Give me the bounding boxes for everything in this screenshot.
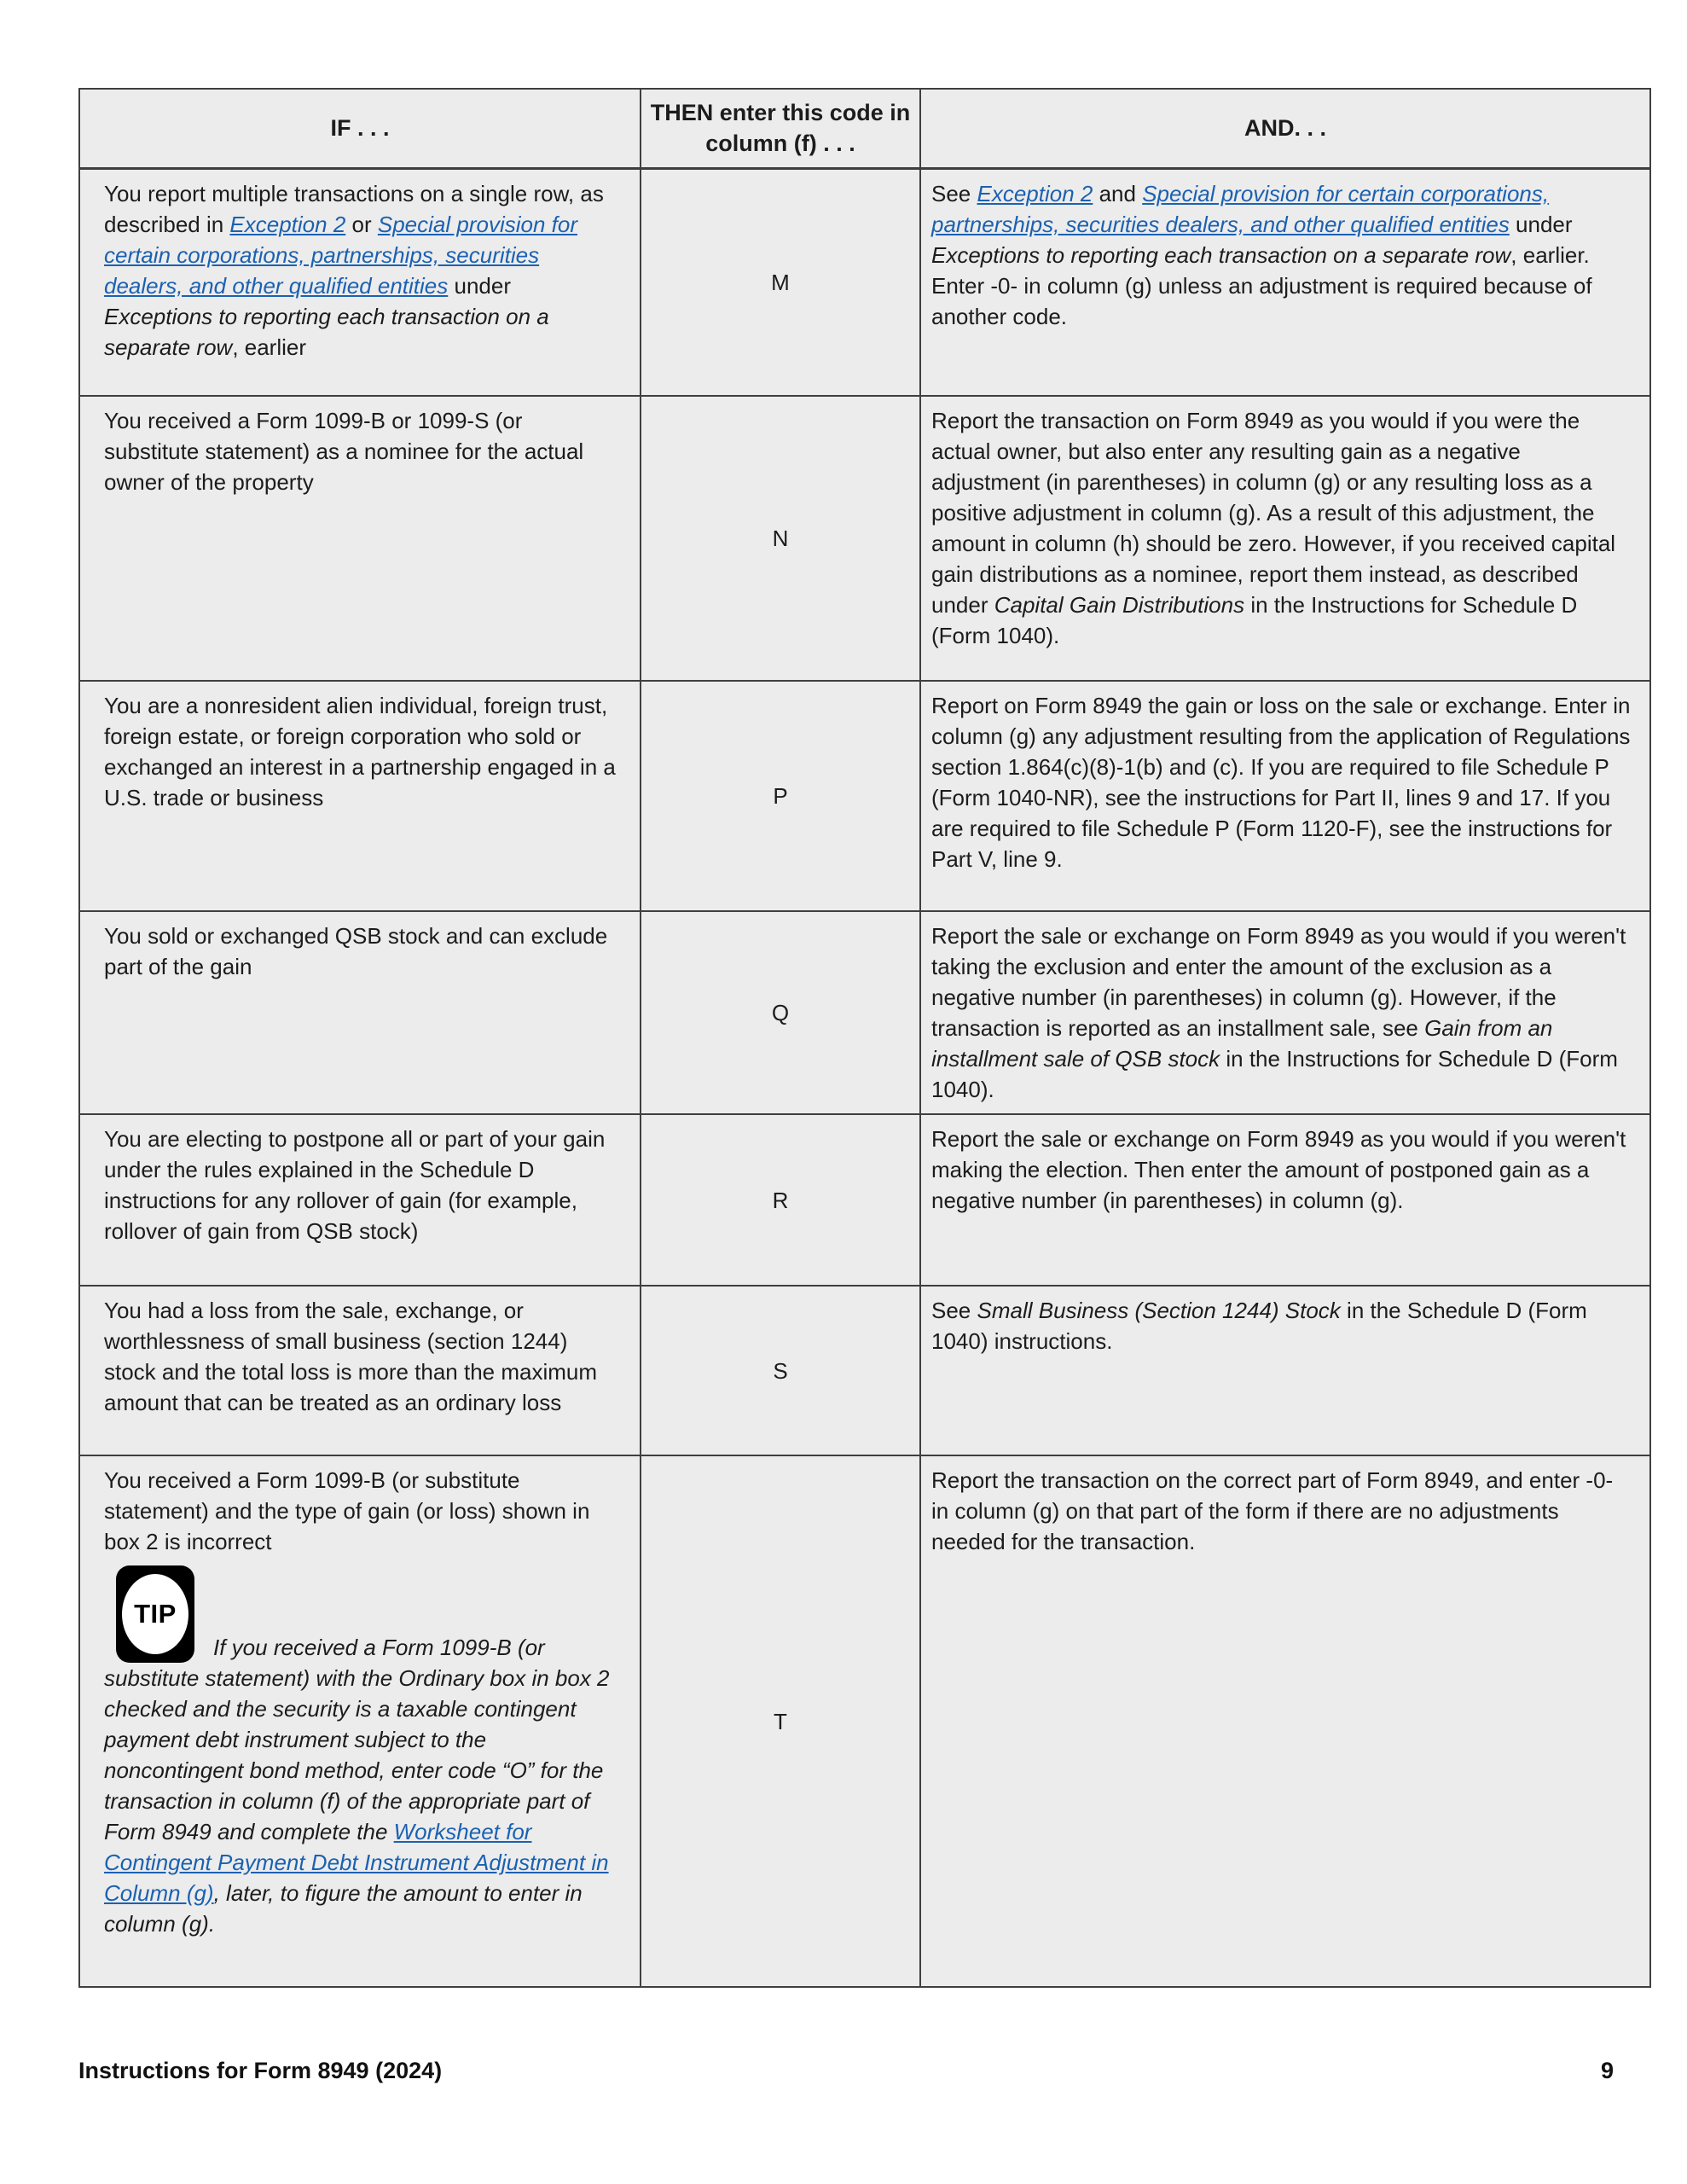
col-header-if: IF . . .	[79, 89, 641, 168]
code-cell-q: Q	[641, 911, 920, 1114]
if-then-and-table	[78, 88, 1651, 1988]
text-run: Report on Form 8949 the gain or loss on the sale or exchange. Enter in column (g) any adjustment resulting from the application of Regulations section 1.864(c)(8)-1(b) and (c). If you are required to file Schedule P (Form 1040-NR), see the instructions for Part II, lines 9 and 17. If you are required to file Schedule P (Form 1120-F), see the instructions for Part V, line 9.	[931, 693, 1631, 872]
footer-doc-title: Instructions for Form 8949 (2024)	[78, 2058, 443, 2083]
table-row-r	[79, 1114, 1650, 1286]
text-run: You are electing to postpone all or part of your gain under the rules explained in the Schedule D instructions for any rollover of gain (for example, rollover of gain from QSB stock)	[104, 1126, 606, 1244]
and-cell-m	[920, 168, 1650, 396]
text-run: You sold or exchanged QSB stock and can exclude part of the gain	[104, 923, 608, 979]
text-run: or	[345, 211, 378, 237]
tip-icon	[116, 1565, 194, 1663]
table-row-m	[79, 168, 1650, 396]
italic-text: Capital Gain Distributions	[994, 592, 1245, 618]
text-run: in the Instructions for Schedule D (Form 1040).	[931, 1046, 1618, 1102]
if-cell-n	[79, 396, 641, 681]
code-cell-m: M	[641, 168, 920, 396]
text-run: in the Instructions for Schedule D (Form 1040).	[931, 592, 1578, 648]
text-run: Report the sale or exchange on Form 8949 as you would if you weren't making the election. Then enter the amount of postponed gain as a negative number (in parentheses) in column (g).	[931, 1126, 1626, 1213]
and-cell-s	[920, 1286, 1650, 1455]
italic-text: Gain from an installment sale of QSB stock	[931, 1015, 1553, 1072]
text-run: You had a loss from the sale, exchange, or worthlessness of small business (section 1244) stock and the total loss is more than the maximum amount that can be treated as an ordinary loss	[104, 1298, 598, 1415]
text-run: You received a Form 1099-B or 1099-S (or substitute statement) as a nominee for the actual owner of the property	[104, 408, 584, 495]
code-cell-p: P	[641, 681, 920, 911]
text-run: You report multiple transactions on a single row, as described in	[104, 180, 604, 237]
code-cell-s: S	[641, 1286, 920, 1455]
col-header-then: THEN enter this code in column (f) . . .	[641, 89, 920, 168]
tip-text	[104, 1635, 610, 1937]
table-row-n	[79, 396, 1650, 681]
text-run: , earlier. Enter -0- in column (g) unless an adjustment is required because of another code.	[931, 241, 1592, 329]
if-cell-p	[79, 681, 641, 911]
text-run: in the Schedule D (Form 1040) instructions.	[931, 1298, 1587, 1354]
and-cell-n	[920, 396, 1650, 681]
if-cell-q	[79, 911, 641, 1114]
if-cell-m	[79, 168, 641, 396]
italic-text: Exceptions to reporting each transaction on a separate row	[104, 303, 549, 360]
text-run: See	[931, 180, 977, 206]
table-row-p	[79, 681, 1650, 911]
text-run: Report the transaction on Form 8949 as you would if you were the actual owner, but also enter any resulting gain as a negative adjustment (in parentheses) in column (g) or any resulting loss as a positive adjustment in column (g). As a result of this adjustment, the amount in column (h) should be zero. However, if you received capital gain distributions as a nominee, report them instead, as described under	[931, 408, 1616, 618]
tip-icon-label: TIP	[122, 1574, 188, 1654]
link[interactable]: Worksheet for Contingent Payment Debt Instrument Adjustment in Column (g)	[104, 1819, 609, 1906]
header-row	[79, 89, 1650, 168]
text-run: and	[1093, 180, 1143, 206]
text-run: under	[448, 272, 512, 299]
text-run: , earlier	[232, 334, 307, 360]
text-run: You received a Form 1099-B (or substitute statement) and the type of gain (or loss) shown in box 2 is incorrect	[104, 1467, 590, 1554]
italic-text: Exceptions to reporting each transaction on a separate row	[931, 241, 1511, 268]
footer-page-number: 9	[1600, 2058, 1614, 2083]
italic-text: Small Business (Section 1244) Stock	[977, 1298, 1341, 1323]
link[interactable]: Special provision for certain corporations, partnerships, securities dealers, and other qualified entities	[931, 180, 1550, 237]
text-run: See	[931, 1298, 977, 1323]
and-cell-q	[920, 911, 1650, 1114]
col-header-and: AND. . .	[920, 89, 1650, 168]
and-cell-r	[920, 1114, 1650, 1286]
code-cell-r: R	[641, 1114, 920, 1286]
table-row-t	[79, 1455, 1650, 1987]
if-cell-s	[79, 1286, 641, 1455]
table-row-s	[79, 1286, 1650, 1455]
italic-text: , later, to figure the amount to enter in column (g).	[104, 1880, 583, 1937]
code-cell-n: N	[641, 396, 920, 681]
link[interactable]: Exception 2	[977, 180, 1093, 206]
italic-text: If you received a Form 1099-B (or substitute statement) with the Ordinary box in box 2 checked and the security is a taxable contingent payment debt instrument subject to the noncontingent bond method, enter code “O” for the transaction in column (f) of the appropriate part of Form 8949 and complete the	[104, 1635, 610, 1844]
link[interactable]: Exception 2	[229, 211, 346, 237]
and-cell-p	[920, 681, 1650, 911]
tip-paragraph	[104, 1565, 621, 1939]
text-run: Report the sale or exchange on Form 8949 as you would if you weren't taking the exclusion and enter the amount of the exclusion as a negative number (in parentheses) in column (g). However, if the transaction is reported as an installment sale, see	[931, 923, 1626, 1041]
if-cell-t-text	[104, 1465, 621, 1557]
if-cell-t	[79, 1455, 641, 1987]
text-run: Report the transaction on the correct part of Form 8949, and enter -0- in column (g) on that part of the form if there are no adjustments needed for the transaction.	[931, 1467, 1614, 1554]
text-run: You are a nonresident alien individual, foreign trust, foreign estate, or foreign corporation who sold or exchanged an interest in a partnership engaged in a U.S. trade or business	[104, 693, 616, 810]
link[interactable]: Special provision for certain corporations, partnerships, securities dealers, and other qualified entities	[104, 211, 577, 299]
table-row-q	[79, 911, 1650, 1114]
code-cell-t: T	[641, 1455, 920, 1987]
if-cell-r	[79, 1114, 641, 1286]
and-cell-t	[920, 1455, 1650, 1987]
page-footer	[78, 2058, 1614, 2084]
text-run: under	[1509, 211, 1573, 237]
